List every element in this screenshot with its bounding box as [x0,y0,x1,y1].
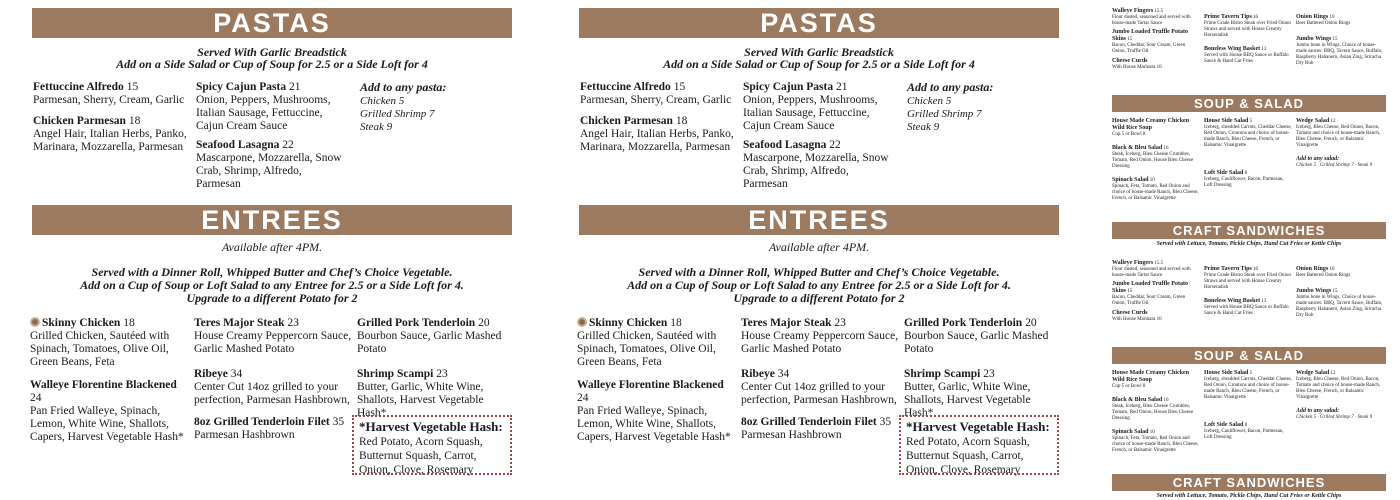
item-desc: Onion, Peppers, Mushrooms, Italian Sausage, Fettuccine, Cajun Cream Sauce [196,94,331,132]
item-name: Spinach Salad [1112,177,1149,183]
item-name: Grilled Pork Tenderloin [357,317,476,329]
item-price: 10 [1149,430,1155,435]
menu-item [577,317,737,369]
menu-item [1204,170,1292,189]
item-name: Add to any salad: [1296,156,1340,162]
menu-item [1112,58,1200,71]
menu-panel-middle [579,0,1059,500]
item-price: 16 [1163,146,1169,151]
menu-item [194,317,354,356]
pastas-subtitle: Served With Garlic Breadstick [197,45,347,59]
item-price: 12 [1330,371,1336,376]
harvest-hash-box [899,415,1059,475]
item-name: Fettuccine Alfredo [33,81,124,93]
item-name: Add to any salad: [1296,408,1340,414]
menu-item [357,368,512,420]
item-name: Black & Bleu Salad [1112,145,1163,151]
menu-item [1296,156,1386,169]
menu-item [1112,8,1200,27]
item-desc: Cup 5 or Bowl 8 [1112,384,1146,389]
item-name: Loft Side Salad [1204,170,1244,176]
addon-line: Grilled Shrimp 7 [360,108,435,120]
item-price: 23 [834,317,846,329]
menu-item [196,81,344,133]
right-menu-section [1108,0,1400,250]
item-name: 8oz Grilled Tenderloin Filet [741,416,877,428]
menu-item [904,368,1059,420]
menu-item [1204,298,1292,317]
menu-item [743,81,891,133]
item-desc: Chicken 5 · Grilled Shrimp 7 · Steak 9 [1296,415,1373,420]
menu-item [1296,370,1386,401]
menu-item [741,368,901,407]
item-price: 20 [1025,317,1037,329]
menu-item [1204,266,1292,291]
item-name: Boneless Wing Basket [1204,298,1261,304]
item-desc: Prime Grade Bistro Steak over Fried Onion Straws and served with House Creamy Horseradish [1204,21,1291,38]
craft-sandwiches-header: CRAFT SANDWICHES [1112,222,1386,239]
item-price: 5 [1249,119,1253,124]
item-name: Cheese Curds [1112,58,1148,64]
item-name: Walleye Florentine Blackened [30,379,177,391]
item-desc: Butter, Garlic, White Wine, Shallots, Harvest Vegetable Hash* [357,381,484,419]
menu-item [1204,14,1292,39]
entrees-addon-note: Add on a Cup of Soup or Loft Salad to any Entree for 2.5 or a Side Loft for 4. [627,278,1011,292]
menu-item [580,81,740,107]
menu-item [1296,118,1386,149]
menu-item [1112,429,1200,454]
menu-panel-left [32,0,512,500]
item-price: 10 [1329,267,1335,272]
soup-salad-header: SOUP & SALAD [1112,95,1386,112]
item-price: 15 [1127,37,1133,42]
menu-item [1296,288,1386,319]
addon-line: Chicken 5 [360,95,405,107]
menu-item [580,115,740,154]
menu-item [1112,310,1200,323]
healthy-choice-icon [577,317,587,327]
item-desc: Pan Fried Walleye, Spinach, Lemon, White Wine, Shallots, Capers, Harvest Vegetable Hash* [30,405,184,443]
item-name: Skinny Chicken [589,317,668,329]
item-name: Jumbo Loaded Truffle Potato Skins [1112,281,1188,294]
item-desc: Grilled Chicken, Sautéed with Spinach, Tomatoes, Olive Oil, Green Beans, Feta [30,330,170,368]
item-desc: Mascarpone, Mozzarella, Snow Crab, Shrimp, Alfredo, Parmesan [743,152,889,190]
item-price: 16 [1253,267,1259,272]
item-name: Prime Tavern Tips [1204,14,1252,20]
menu-item [30,379,190,444]
item-desc: Flour dusted, seasoned and served with house-made Tartar Sauce [1112,15,1191,26]
entrees-availability: Available after 4PM. [768,240,870,254]
item-desc: Mascarpone, Mozzarella, Snow Crab, Shrimp, Alfredo, Parmesan [196,152,342,190]
soup-salad-header: SOUP & SALAD [1112,347,1386,364]
item-price: 21 [288,81,301,93]
hash-desc: Red Potato, Acorn Squash, Butternut Squash, Carrot, Onion, Clove, Rosemary [359,436,483,476]
menu-item [1112,260,1200,279]
menu-item [1204,422,1292,441]
item-name: Seafood Lasagna [196,139,280,151]
item-price: 10 [1149,178,1155,183]
item-name: Boneless Wing Basket [1204,46,1261,52]
item-desc: Cup 5 or Bowl 8 [1112,132,1146,137]
menu-item [1204,370,1292,401]
item-desc: Bourbon Sauce, Garlic Mashed Potato [904,330,1049,355]
item-desc: Beer Battered Onion Rings [1296,21,1351,26]
healthy-choice-icon [30,317,40,327]
item-desc: Iceberg, Cauliflower, Bacon, Parmesan, Loft Dressing [1204,177,1284,188]
sandwiches-subtitle: Served with Lettuce, Tomato, Pickle Chips, Hand Cut Fries or Kettle Chips [1156,241,1342,247]
item-desc: Parmesan Hashbrown [741,429,842,441]
menu-item [1296,14,1386,27]
item-desc: Served with House BBQ Sauce or Buffalo Sauce & Hand Cut Fries [1204,53,1289,64]
menu-item [1112,177,1200,202]
entrees-availability: Available after 4PM. [221,240,323,254]
menu-item [357,317,512,356]
item-desc: House Creamy Peppercorn Sauce, Garlic Mashed Potato [194,330,352,355]
addon-title: Add to any pasta: [360,80,447,94]
item-price: 20 [478,317,490,329]
entrees-upgrade-note: Upgrade to a different Potato for 2 [186,291,358,305]
item-desc: Parmesan, Sherry, Cream, Garlic [33,94,185,106]
menu-item [1112,145,1200,170]
item-name: Shrimp Scampi [357,368,434,380]
item-name: Teres Major Steak [194,317,285,329]
item-name: Cheese Curds [1112,310,1148,316]
item-name: Spicy Cajun Pasta [196,81,287,93]
item-price: 15 [673,81,686,93]
item-desc: Steak, Iceberg, Bleu Cheese Crumbles, Tomato, Red Onion, House Bleu Cheese Dressing [1112,404,1194,421]
item-name: Jumbo Wings [1296,288,1332,294]
menu-item [1296,266,1386,279]
item-price: 8 [1244,423,1248,428]
sandwiches-subtitle: Served with Lettuce, Tomato, Pickle Chips, Hand Cut Fries or Kettle Chips [1156,493,1342,499]
item-name: 8oz Grilled Tenderloin Filet [194,416,330,428]
menu-item [904,317,1059,356]
item-desc: Flour dusted, seasoned and served with house-made Tartar Sauce [1112,267,1191,278]
item-price: 22 [282,139,294,151]
item-name: House Side Salad [1204,118,1249,124]
addon-line: Steak 9 [360,121,393,133]
item-price: 12 [1330,119,1336,124]
item-desc: Center Cut 14oz grilled to your perfection, Parmesan Hashbrown, [194,381,350,406]
item-price: 18 [123,317,135,329]
menu-item [743,139,891,191]
item-desc: Bacon, Cheddar, Sour Cream, Green Onion, Truffle Oil [1112,295,1186,306]
item-desc: Pan Fried Walleye, Spinach, Lemon, White Wine, Shallots, Capers, Harvest Vegetable Hash* [577,405,731,443]
item-desc: With House Marinara 10 [1112,65,1162,70]
item-name: Walleye Fingers [1112,8,1154,14]
item-price: 24 [30,392,42,404]
pastas-addon-note: Add on a Side Salad or Cup of Soup for 2.5 or a Side Loft for 4 [116,57,428,71]
entrees-upgrade-note: Upgrade to a different Potato for 2 [733,291,905,305]
item-price: 16 [1163,398,1169,403]
item-name: Skinny Chicken [42,317,121,329]
menu-item [1112,118,1200,138]
item-price: 15 [126,81,139,93]
item-name: Wedge Salad [1296,118,1330,124]
item-name: Shrimp Scampi [904,368,981,380]
item-price: 34 [777,368,790,380]
item-desc: Parmesan, Sherry, Cream, Garlic [580,94,732,106]
item-desc: Angel Hair, Italian Herbs, Panko, Marinara, Mozzarella, Parmesan [580,128,734,153]
item-price: 18 [675,115,688,127]
menu-item [1112,370,1200,390]
entrees-addon-note: Add on a Cup of Soup or Loft Salad to any Entree for 2.5 or a Side Loft for 4. [80,278,464,292]
craft-sandwiches-header: CRAFT SANDWICHES [1112,474,1386,491]
item-name: Spinach Salad [1112,429,1149,435]
hash-title: *Harvest Vegetable Hash: [359,419,503,434]
entrees-subtitle: Served with a Dinner Roll, Whipped Butter and Chef’s Choice Vegetable. [638,265,1000,279]
item-price: 15.5 [1154,261,1164,266]
item-desc: Onion, Peppers, Mushrooms, Italian Sausage, Fettuccine, Cajun Cream Sauce [743,94,878,132]
item-price: 22 [829,139,841,151]
pastas-header: PASTAS [579,8,1059,38]
item-desc: Bourbon Sauce, Garlic Mashed Potato [357,330,502,355]
item-name: Spicy Cajun Pasta [743,81,834,93]
item-price: 8 [1244,171,1248,176]
item-price: 15.5 [1154,9,1164,14]
item-price: 35 [332,416,345,428]
addon-title: Add to any pasta: [907,80,994,94]
menu-item [741,317,901,356]
item-name: Wedge Salad [1296,370,1330,376]
item-price: 35 [879,416,892,428]
menu-item [33,81,193,107]
item-desc: Iceberg, Bleu Cheese, Red Onion, Bacon, Tomato and choice of house-made Ranch, Bleu Cheese, French, or Balsamic Vinaigrette [1296,125,1381,148]
item-desc: With House Marinara 10 [1112,317,1162,322]
item-desc: Center Cut 14oz grilled to your perfection, Parmesan Hashbrown, [741,381,897,406]
menu-item [1112,281,1200,307]
item-name: House Made Creamy Chicken Wild Rice Soup [1112,370,1190,383]
item-name: Prime Tavern Tips [1204,266,1252,272]
item-desc: House Creamy Peppercorn Sauce, Garlic Mashed Potato [741,330,899,355]
item-name: Walleye Fingers [1112,260,1154,266]
addon-line: Chicken 5 [907,95,952,107]
item-name: Jumbo Wings [1296,36,1332,42]
item-price: 34 [230,368,243,380]
item-desc: Served with House BBQ Sauce or Buffalo Sauce & Hand Cut Fries [1204,305,1289,316]
menu-item [33,115,193,154]
item-price: 18 [670,317,682,329]
menu-panel-right [1108,0,1400,500]
item-name: Ribeye [741,368,775,380]
pasta-addons [360,81,510,134]
entrees-header: ENTREES [579,205,1059,235]
item-desc: Chicken 5 · Grilled Shrimp 7 · Steak 9 [1296,163,1373,168]
menu-item [194,416,354,442]
item-desc: Spinach, Feta, Tomato, Red Onion and choice of house-made Ranch, Bleu Cheese, French, or Balsamic Vinaigrette [1112,436,1199,453]
item-name: Chicken Parmesan [33,115,126,127]
item-name: Onion Rings [1296,266,1329,272]
item-name: Chicken Parmesan [580,115,673,127]
item-name: Fettuccine Alfredo [580,81,671,93]
item-name: Walleye Florentine Blackened [577,379,724,391]
item-price: 10 [1329,15,1335,20]
item-price: 15 [1332,289,1338,294]
item-desc: Butter, Garlic, White Wine, Shallots, Harvest Vegetable Hash* [904,381,1031,419]
item-price: 23 [983,368,995,380]
item-desc: Angel Hair, Italian Herbs, Panko, Marinara, Mozzarella, Parmesan [33,128,187,153]
item-desc: Parmesan Hashbrown [194,429,295,441]
item-price: 15 [1127,289,1133,294]
item-name: Teres Major Steak [741,317,832,329]
pasta-addons [907,81,1057,134]
menu-item [1112,397,1200,422]
item-desc: Grilled Chicken, Sautéed with Spinach, Tomatoes, Olive Oil, Green Beans, Feta [577,330,717,368]
item-price: 16 [1253,15,1259,20]
entrees-header: ENTREES [32,205,512,235]
menu-item [1112,29,1200,55]
menu-item [577,379,737,444]
item-name: Onion Rings [1296,14,1329,20]
menu-item [1204,46,1292,65]
item-desc: Jumbo bone in Wings. Choice of house-made sauces: BBQ, Tavern Sauce, Buffalo, Raspberry Habanero, Asian Zing, Sriracha Dry Rub [1296,43,1383,66]
item-desc: Iceberg, Bleu Cheese, Red Onion, Bacon, Tomato and choice of house-made Ranch, Bleu Cheese, French, or Balsamic Vinaigrette [1296,377,1381,400]
addon-line: Steak 9 [907,121,940,133]
pastas-header: PASTAS [32,8,512,38]
item-name: Loft Side Salad [1204,422,1244,428]
item-price: 13 [1261,299,1267,304]
hash-desc: Red Potato, Acorn Squash, Butternut Squash, Carrot, Onion, Clove, Rosemary [906,436,1030,476]
item-desc: Iceberg, Cauliflower, Bacon, Parmesan, Loft Dressing [1204,429,1284,440]
item-desc: Steak, Iceberg, Bleu Cheese Crumbles, Tomato, Red Onion, House Bleu Cheese Dressing [1112,152,1194,169]
item-name: House Side Salad [1204,370,1249,376]
addon-line: Grilled Shrimp 7 [907,108,982,120]
item-desc: Jumbo bone in Wings. Choice of house-made sauces: BBQ, Tavern Sauce, Buffalo, Raspberry Habanero, Asian Zing, Sriracha Dry Rub [1296,295,1383,318]
item-name: Seafood Lasagna [743,139,827,151]
item-name: House Made Creamy Chicken Wild Rice Soup [1112,118,1190,131]
item-price: 18 [128,115,141,127]
menu-item [30,317,190,369]
item-name: Ribeye [194,368,228,380]
item-price: 13 [1261,47,1267,52]
item-name: Black & Bleu Salad [1112,397,1163,403]
pastas-subtitle: Served With Garlic Breadstick [744,45,894,59]
item-price: 5 [1249,371,1253,376]
menu-item [741,416,901,442]
item-name: Jumbo Loaded Truffle Potato Skins [1112,29,1188,42]
item-price: 23 [436,368,448,380]
item-desc: Bacon, Cheddar, Sour Cream, Green Onion, Truffle Oil [1112,43,1186,54]
item-desc: Prime Grade Bistro Steak over Fried Onion Straws and served with House Creamy Horseradish [1204,273,1291,290]
menu-item [196,139,344,191]
hash-title: *Harvest Vegetable Hash: [906,419,1050,434]
item-desc: Spinach, Feta, Tomato, Red Onion and choice of house-made Ranch, Bleu Cheese, French, or Balsamic Vinaigrette [1112,184,1199,201]
item-price: 24 [577,392,589,404]
menu-item [1296,408,1386,421]
menu-item [194,368,354,407]
item-price: 21 [835,81,848,93]
right-menu-section [1108,252,1400,500]
item-desc: Iceberg, shredded Carrots, Cheddar Cheese, Red Onion, Croutons and choice of house-made Ranch, Bleu Cheese, French, or Balsamic Vinaigrette [1204,125,1292,148]
harvest-hash-box [352,415,512,475]
item-price: 15 [1332,37,1338,42]
item-desc: Iceberg, shredded Carrots, Cheddar Cheese, Red Onion, Croutons and choice of house-made Ranch, Bleu Cheese, French, or Balsamic Vinaigrette [1204,377,1292,400]
menu-item [1204,118,1292,149]
item-desc: Beer Battered Onion Rings [1296,273,1351,278]
pastas-addon-note: Add on a Side Salad or Cup of Soup for 2.5 or a Side Loft for 4 [663,57,975,71]
item-name: Grilled Pork Tenderloin [904,317,1023,329]
item-price: 23 [287,317,299,329]
entrees-subtitle: Served with a Dinner Roll, Whipped Butter and Chef’s Choice Vegetable. [91,265,453,279]
menu-item [1296,36,1386,67]
